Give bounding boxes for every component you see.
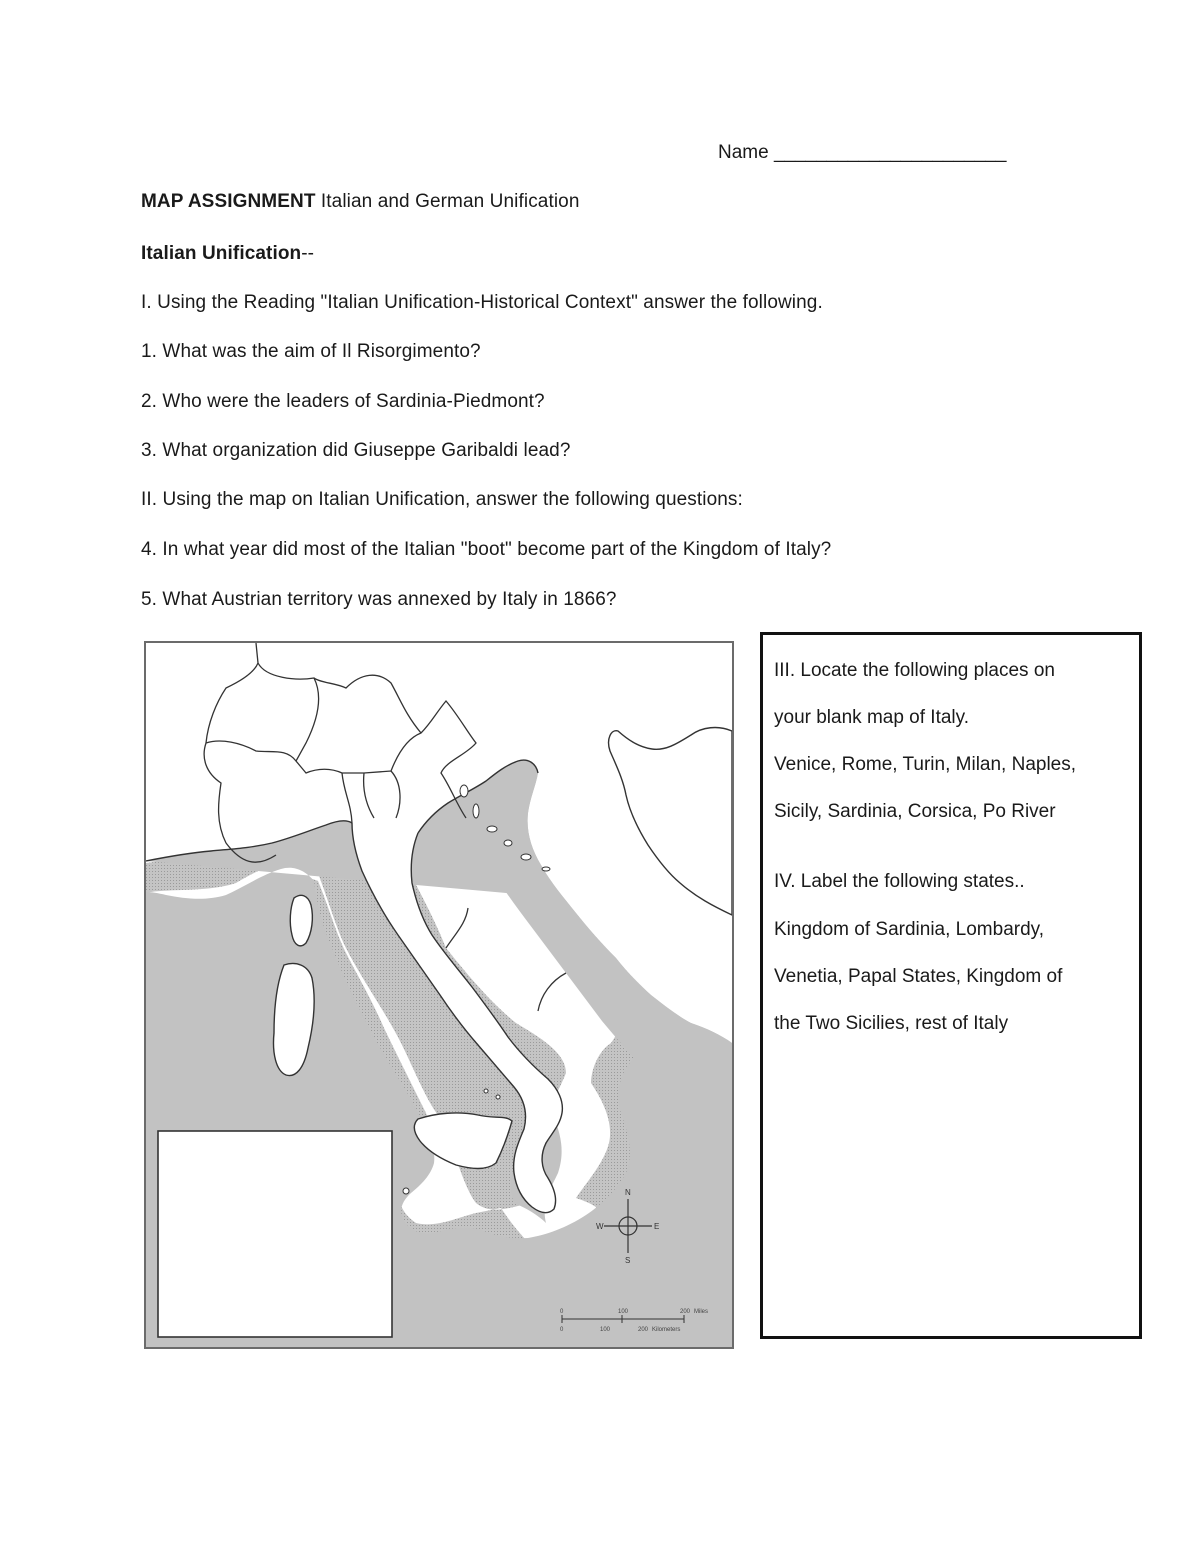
question-5: 5. What Austrian territory was annexed by Italy in 1866? [141, 589, 617, 610]
scale-miles-200: 200 [680, 1309, 691, 1315]
question-4: 4. In what year did most of the Italian "boot" become part of the Kingdom of Italy? [141, 539, 832, 560]
scale-km-100: 100 [600, 1327, 611, 1333]
section-heading-text: Italian Unification [141, 243, 302, 264]
map-svg [146, 643, 732, 1347]
question-1: 1. What was the aim of Il Risorgimento? [141, 341, 481, 362]
assignment-title [141, 191, 580, 213]
question-2: 2. Who were the leaders of Sardinia-Piedmont? [141, 391, 545, 412]
instruction-line-8: the Two Sicilies, rest of Italy [774, 1013, 1009, 1034]
name-blank[interactable]: ______________________ [773, 142, 1007, 163]
instruction-line-4: Sicily, Sardinia, Corsica, Po River [774, 801, 1056, 822]
assignment-title-bold: MAP ASSIGNMENT [141, 191, 316, 212]
instruction-line-6: Kingdom of Sardinia, Lombardy, [774, 919, 1045, 940]
name-field[interactable] [718, 142, 1006, 164]
blank-map-of-italy [144, 641, 734, 1349]
section-heading-dashes: -- [301, 243, 315, 264]
scale-miles-100: 100 [618, 1309, 629, 1315]
instruction-line-7: Venetia, Papal States, Kingdom of [774, 966, 1063, 987]
assignment-title-rest: Italian and German Unification [315, 191, 580, 212]
scale-km-0: 0 [560, 1327, 564, 1333]
corsica [290, 895, 312, 945]
scale-miles-0: 0 [560, 1309, 564, 1315]
section-heading [141, 243, 314, 265]
compass-north: N [625, 1188, 631, 1197]
instruction-line-1: III. Locate the following places on [774, 660, 1055, 681]
instruction-line-2: your blank map of Italy. [774, 707, 970, 728]
compass-south: S [625, 1256, 631, 1265]
name-label: Name [718, 142, 769, 163]
scale-km-200: 200 [638, 1327, 649, 1333]
scale-km-unit: Kilometers [652, 1327, 681, 1333]
question-intro-2: II. Using the map on Italian Unification, answer the following questions: [141, 489, 743, 510]
compass-west: W [596, 1222, 604, 1231]
compass-east: E [654, 1222, 660, 1231]
map-inset-box [158, 1131, 392, 1337]
question-3: 3. What organization did Giuseppe Garibaldi lead? [141, 440, 571, 461]
instruction-line-3: Venice, Rome, Turin, Milan, Naples, [774, 754, 1077, 775]
question-intro-1: I. Using the Reading "Italian Unification-Historical Context" answer the following. [141, 292, 823, 313]
instruction-line-5: IV. Label the following states.. [774, 871, 1025, 892]
scale-miles-unit: Miles [694, 1309, 709, 1315]
